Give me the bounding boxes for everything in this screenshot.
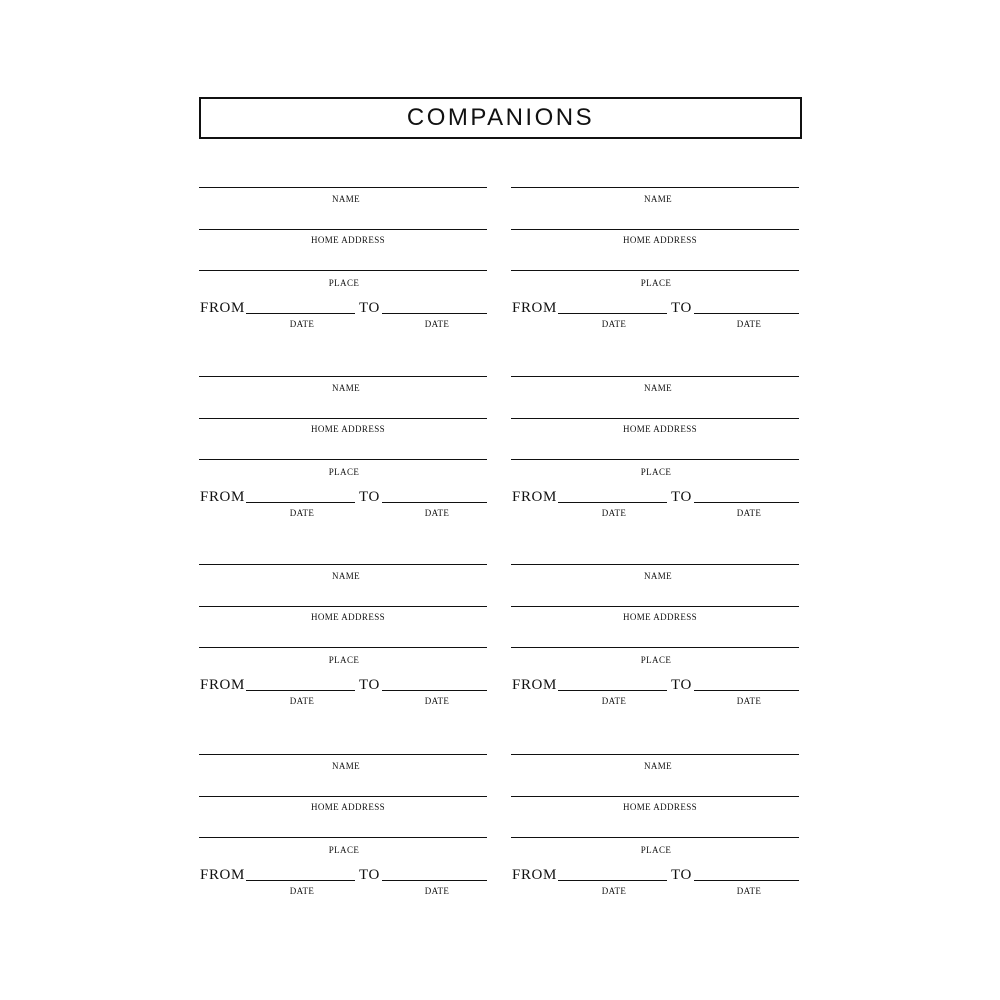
to-date-line[interactable] [382, 690, 487, 691]
from-date-line[interactable] [246, 880, 355, 881]
home-address-line[interactable] [199, 229, 487, 230]
home-address-caption: HOME ADDRESS [310, 235, 386, 245]
name-caption: NAME [331, 383, 361, 393]
name-line[interactable] [199, 754, 487, 755]
companion-entry-1-left [199, 187, 489, 347]
home-address-caption: HOME ADDRESS [310, 612, 386, 622]
to-label: TO [359, 489, 380, 505]
home-address-caption: HOME ADDRESS [622, 612, 698, 622]
from-label: FROM [512, 867, 557, 883]
from-date-line[interactable] [246, 690, 355, 691]
place-caption: PLACE [328, 845, 360, 855]
from-label: FROM [200, 300, 245, 316]
from-label: FROM [512, 300, 557, 316]
home-address-line[interactable] [199, 606, 487, 607]
place-line[interactable] [511, 837, 799, 838]
to-date-caption: DATE [424, 696, 450, 706]
name-caption: NAME [331, 194, 361, 204]
from-date-caption: DATE [289, 319, 315, 329]
companion-entry-4-right [511, 754, 801, 914]
place-caption: PLACE [640, 278, 672, 288]
from-date-line[interactable] [558, 880, 667, 881]
from-date-caption: DATE [289, 508, 315, 518]
name-line[interactable] [199, 187, 487, 188]
place-caption: PLACE [328, 655, 360, 665]
place-caption: PLACE [640, 845, 672, 855]
to-date-line[interactable] [382, 313, 487, 314]
place-caption: PLACE [640, 655, 672, 665]
to-date-caption: DATE [424, 886, 450, 896]
place-line[interactable] [199, 459, 487, 460]
to-label: TO [359, 677, 380, 693]
home-address-caption: HOME ADDRESS [310, 802, 386, 812]
name-line[interactable] [199, 376, 487, 377]
from-date-caption: DATE [601, 508, 627, 518]
companion-entry-4-left [199, 754, 489, 914]
home-address-line[interactable] [199, 418, 487, 419]
home-address-line[interactable] [511, 229, 799, 230]
place-line[interactable] [511, 459, 799, 460]
name-caption: NAME [643, 383, 673, 393]
companion-entry-3-right [511, 564, 801, 724]
from-label: FROM [512, 677, 557, 693]
from-label: FROM [200, 489, 245, 505]
place-caption: PLACE [640, 467, 672, 477]
name-line[interactable] [511, 187, 799, 188]
place-line[interactable] [199, 270, 487, 271]
name-line[interactable] [511, 564, 799, 565]
from-date-line[interactable] [558, 502, 667, 503]
from-date-caption: DATE [601, 696, 627, 706]
home-address-caption: HOME ADDRESS [310, 424, 386, 434]
home-address-line[interactable] [511, 796, 799, 797]
name-line[interactable] [199, 564, 487, 565]
name-line[interactable] [511, 376, 799, 377]
to-label: TO [359, 867, 380, 883]
place-caption: PLACE [328, 467, 360, 477]
name-line[interactable] [511, 754, 799, 755]
home-address-caption: HOME ADDRESS [622, 235, 698, 245]
from-date-caption: DATE [289, 696, 315, 706]
name-caption: NAME [331, 571, 361, 581]
from-date-line[interactable] [558, 313, 667, 314]
to-date-caption: DATE [424, 319, 450, 329]
to-label: TO [671, 300, 692, 316]
page-title: COMPANIONS [406, 104, 595, 131]
to-date-caption: DATE [736, 319, 762, 329]
from-label: FROM [200, 867, 245, 883]
home-address-line[interactable] [511, 418, 799, 419]
from-label: FROM [512, 489, 557, 505]
to-label: TO [671, 677, 692, 693]
companion-entry-2-left [199, 376, 489, 536]
companion-entry-2-right [511, 376, 801, 536]
from-date-line[interactable] [558, 690, 667, 691]
to-date-caption: DATE [736, 696, 762, 706]
to-label: TO [671, 867, 692, 883]
home-address-line[interactable] [199, 796, 487, 797]
from-date-caption: DATE [601, 319, 627, 329]
to-date-line[interactable] [694, 313, 799, 314]
to-label: TO [671, 489, 692, 505]
to-label: TO [359, 300, 380, 316]
place-line[interactable] [511, 270, 799, 271]
place-caption: PLACE [328, 278, 360, 288]
home-address-caption: HOME ADDRESS [622, 802, 698, 812]
companion-entry-3-left [199, 564, 489, 724]
from-label: FROM [200, 677, 245, 693]
place-line[interactable] [511, 647, 799, 648]
place-line[interactable] [199, 837, 487, 838]
from-date-line[interactable] [246, 313, 355, 314]
title-box [199, 97, 802, 139]
home-address-line[interactable] [511, 606, 799, 607]
to-date-line[interactable] [694, 880, 799, 881]
name-caption: NAME [643, 571, 673, 581]
to-date-line[interactable] [382, 502, 487, 503]
from-date-caption: DATE [601, 886, 627, 896]
place-line[interactable] [199, 647, 487, 648]
to-date-line[interactable] [694, 502, 799, 503]
name-caption: NAME [331, 761, 361, 771]
home-address-caption: HOME ADDRESS [622, 424, 698, 434]
to-date-line[interactable] [382, 880, 487, 881]
to-date-caption: DATE [736, 886, 762, 896]
name-caption: NAME [643, 194, 673, 204]
to-date-caption: DATE [736, 508, 762, 518]
to-date-caption: DATE [424, 508, 450, 518]
from-date-line[interactable] [246, 502, 355, 503]
companion-entry-1-right [511, 187, 801, 347]
from-date-caption: DATE [289, 886, 315, 896]
name-caption: NAME [643, 761, 673, 771]
to-date-line[interactable] [694, 690, 799, 691]
